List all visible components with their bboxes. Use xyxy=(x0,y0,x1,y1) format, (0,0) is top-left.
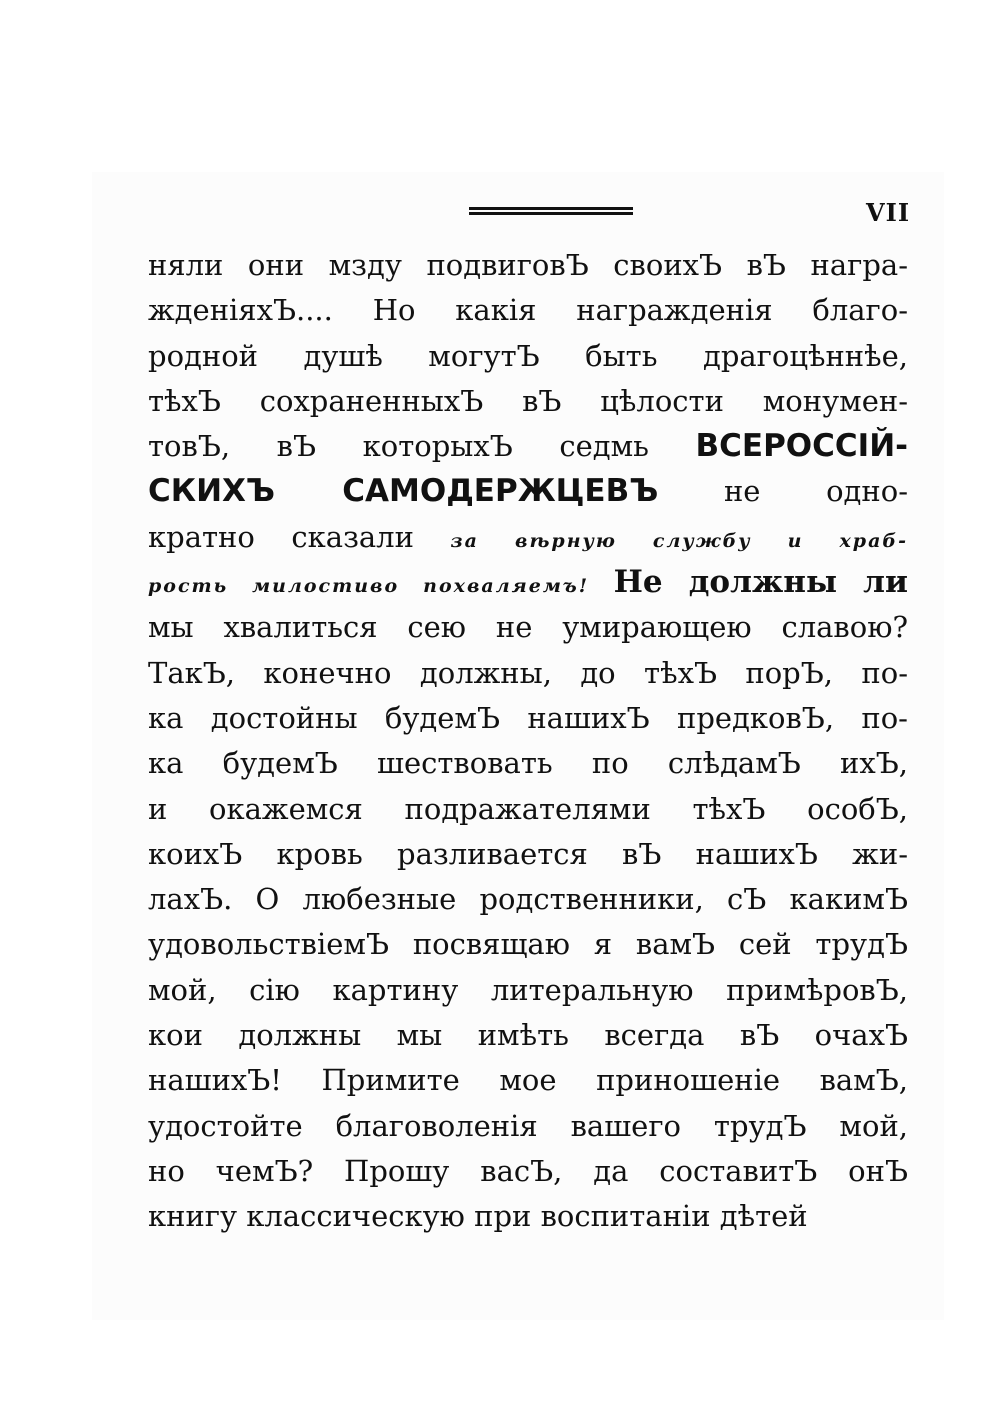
caps-run: СКИХЪ САМОДЕРЖЦЕВЪ xyxy=(148,473,659,510)
quotation-run: рость милостиво похваляемъ! xyxy=(148,575,590,598)
body-text xyxy=(148,243,908,1240)
text-line xyxy=(148,469,908,514)
header-rule xyxy=(469,207,633,221)
text-run: товЪ, вЪ которыхЪ седмь xyxy=(148,429,649,464)
text-line: коихЪ кровь разливается вЪ нашихЪ жи- xyxy=(148,836,908,871)
caps-run: ВСЕРОССIЙ- xyxy=(695,428,909,465)
text-line: няли они мзду подвиговЪ своихЪ вЪ награ- xyxy=(148,248,908,282)
text-line: тѣхЪ сохраненныхЪ вЪ цѣлости монумен- xyxy=(148,383,908,418)
text-line: нашихЪ! Примите мое приношенiе вамЪ, xyxy=(148,1063,908,1098)
text-line: мой, сiю картину литеральную примѣровЪ, xyxy=(148,972,908,1007)
text-line: но чемЪ? Прошу васЪ, да составитЪ онЪ xyxy=(148,1153,908,1188)
text-line: ка достойны будемЪ нашихЪ предковЪ, по- xyxy=(148,700,908,735)
text-line: ка будемЪ шествовать по слѣдамЪ ихЪ, xyxy=(148,746,908,781)
text-line xyxy=(148,560,908,605)
page-number: VII xyxy=(866,198,911,227)
text-line: удостойте благоволенiя вашего трудЪ мой, xyxy=(148,1108,908,1143)
text-run: Не должны ли xyxy=(613,564,908,601)
text-line: мы хвалиться сею не умирающею славою? xyxy=(148,610,908,645)
text-line: ТакЪ, конечно должны, до тѣхЪ порЪ, по- xyxy=(148,655,908,690)
text-line xyxy=(148,515,908,560)
text-line: книгу классическую при воспитанiи дѣтей xyxy=(148,1199,808,1234)
text-line: жденiяхЪ.... Но какiя награжденiя благо- xyxy=(148,293,908,328)
text-run: кратно сказали xyxy=(148,519,414,554)
text-line xyxy=(148,424,908,469)
text-line: лахЪ. О любезные родственники, сЪ какимЪ xyxy=(148,882,908,917)
text-line: родной душѣ могутЪ быть драгоцѣннѣе, xyxy=(148,338,908,373)
quotation-run: за вѣрную службу и храб- xyxy=(450,529,909,552)
text-line: удовольствiемЪ посвящаю я вамЪ сей трудЪ xyxy=(148,927,908,962)
text-line: кои должны мы имѣть всегда вЪ очахЪ xyxy=(148,1018,908,1053)
text-run: не одно- xyxy=(723,474,908,509)
text-line: и окажемся подражателями тѣхЪ особЪ, xyxy=(148,791,908,826)
